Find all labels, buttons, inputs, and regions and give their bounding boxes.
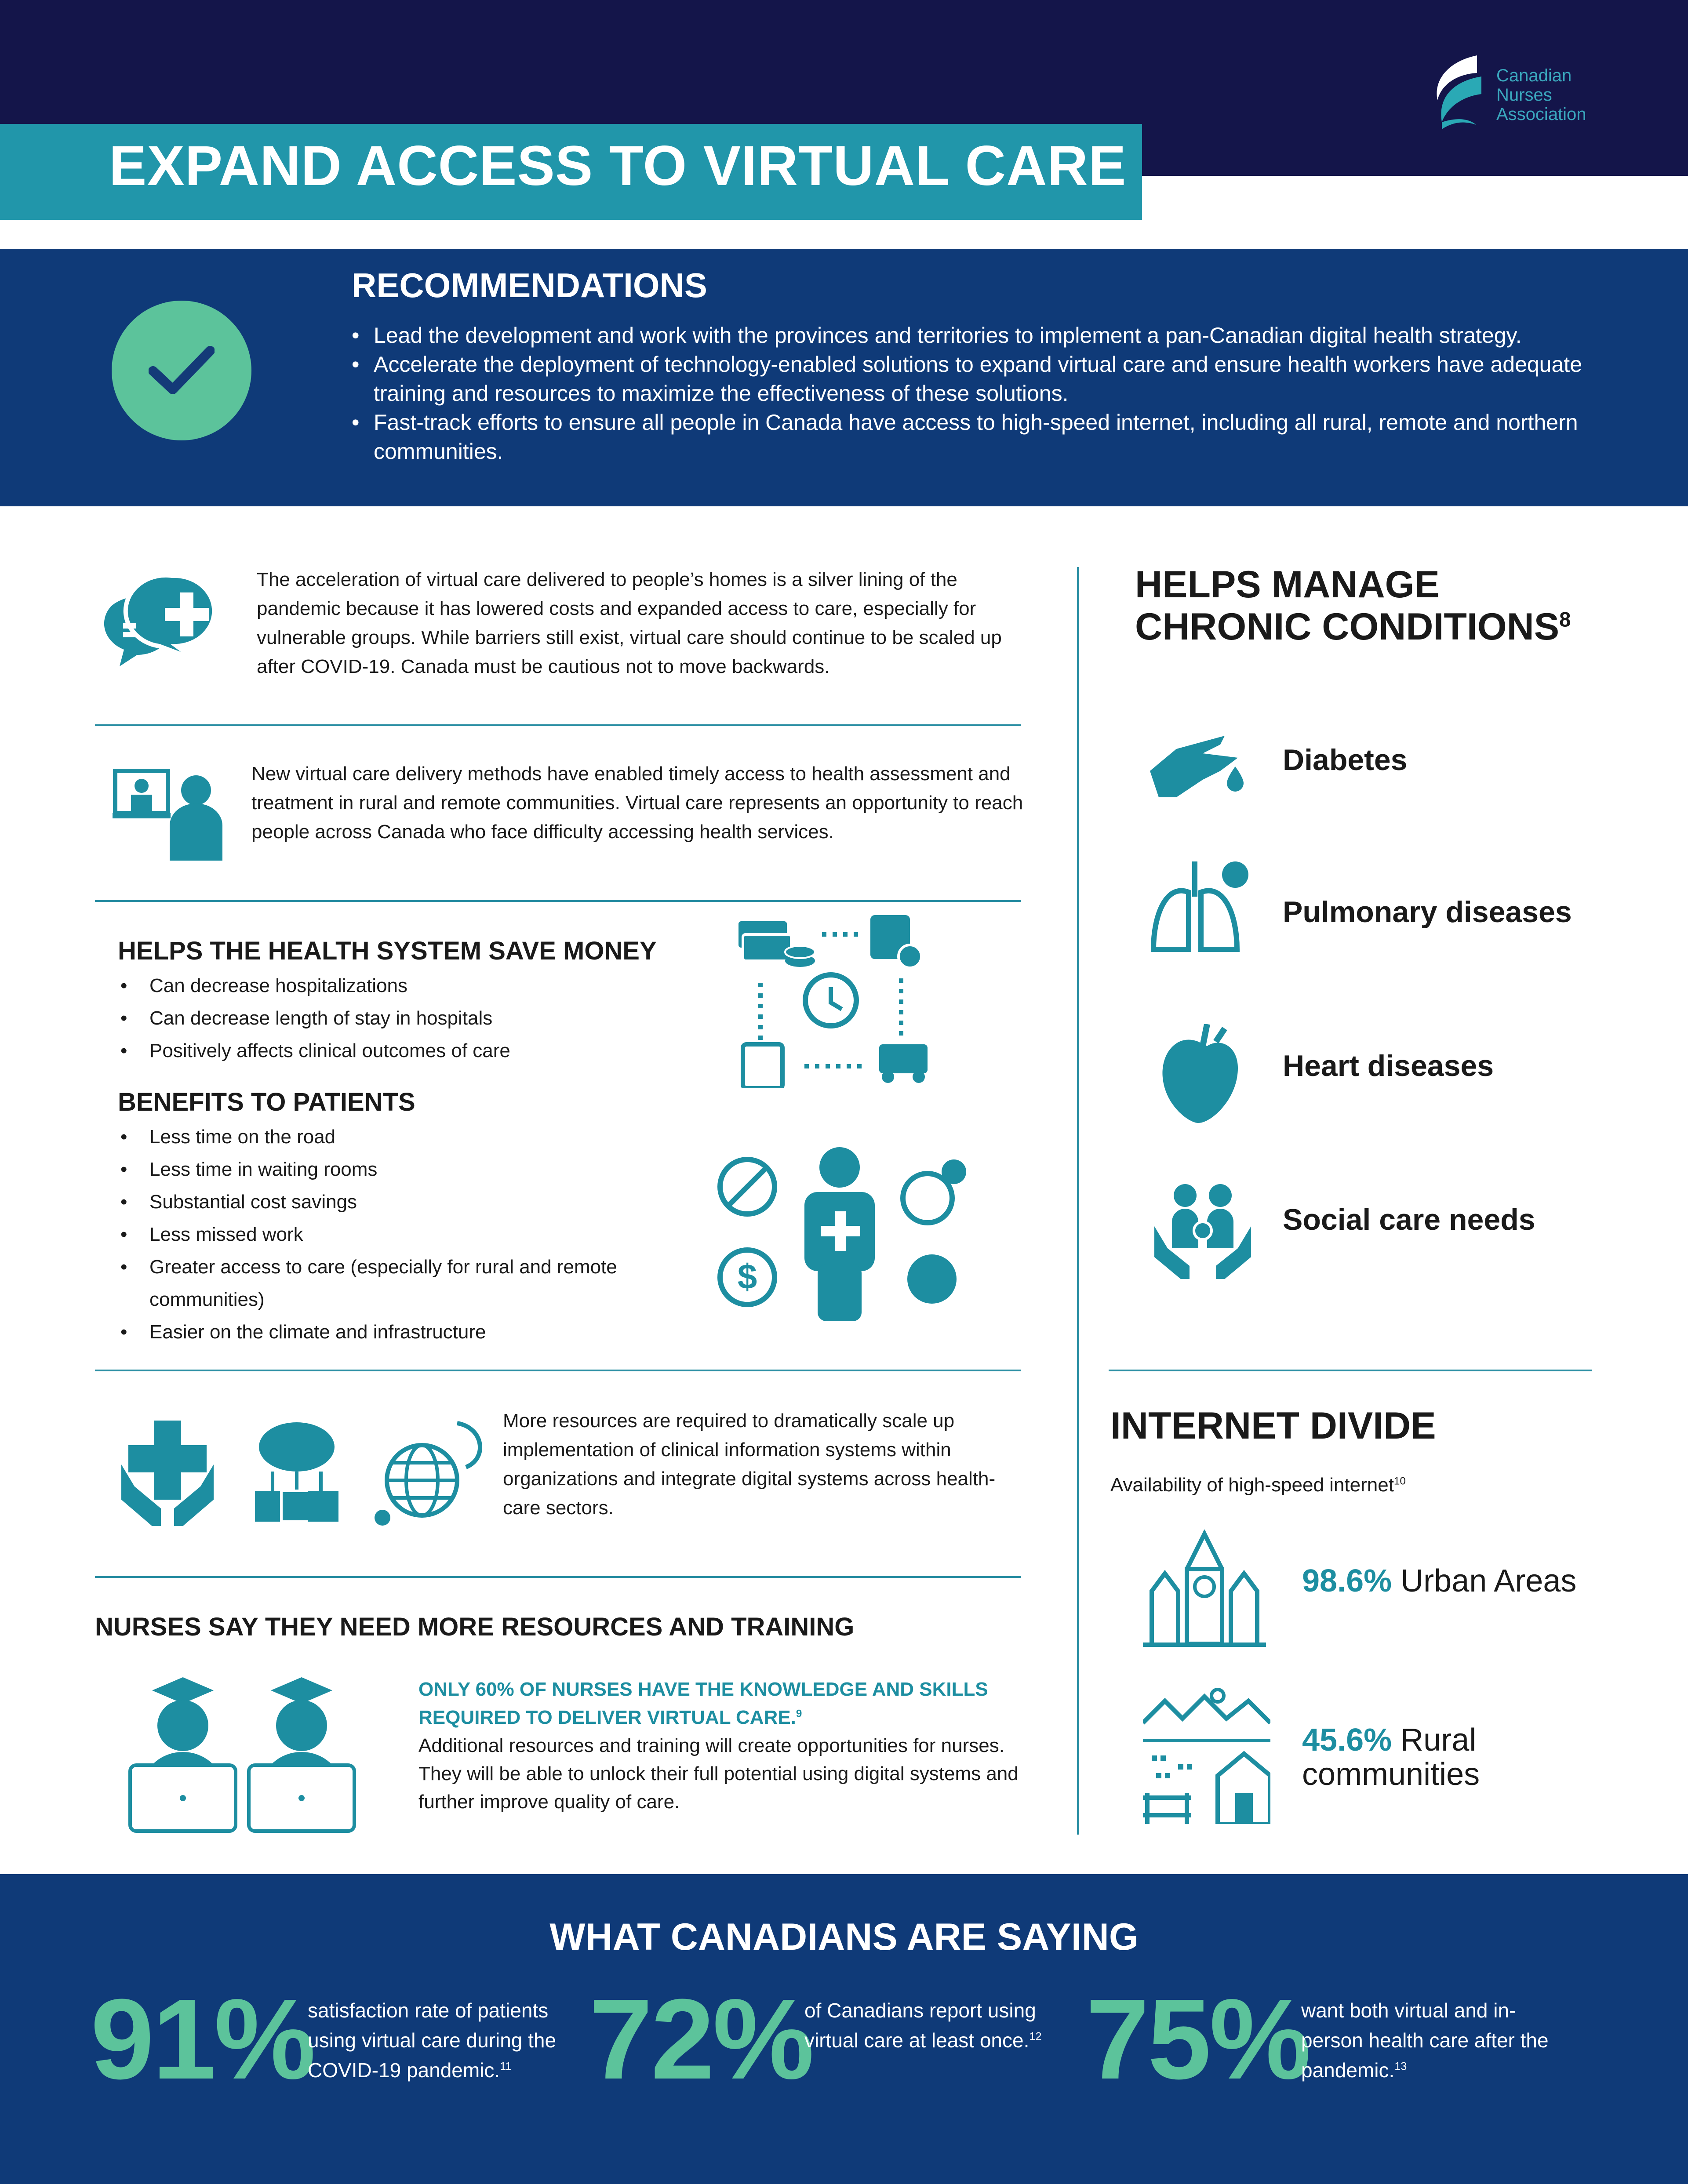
stat-line: person health care after the bbox=[1301, 2029, 1549, 2052]
condition-diabetes: Diabetes bbox=[1283, 743, 1408, 777]
telehealth-icon bbox=[113, 768, 222, 861]
hand-drop-icon bbox=[1150, 723, 1247, 802]
stat-75-text bbox=[1301, 1995, 1582, 2085]
urban-stat bbox=[1302, 1563, 1576, 1599]
list-item: • Less missed work bbox=[118, 1218, 689, 1251]
logo-line-2: Nurses bbox=[1496, 85, 1552, 105]
list-item: • Can decrease hospitalizations bbox=[118, 970, 689, 1002]
stat-91-text bbox=[308, 1995, 589, 2085]
footnote-13: 13 bbox=[1394, 2060, 1407, 2073]
nurses-highlight-text: ONLY 60% OF NURSES HAVE THE KNOWLEDGE AND SKILLS REQUIRED TO DELIVER VIRTUAL CARE. bbox=[418, 1679, 988, 1728]
resources-paragraph: More resources are required to dramatically scale up implementation of clinical information systems within organizations and integrate digital systems across health-care sectors. bbox=[503, 1410, 996, 1519]
stat-line: using virtual care during the bbox=[308, 2029, 557, 2052]
family-hands-icon bbox=[1150, 1182, 1255, 1288]
divider bbox=[95, 724, 1021, 726]
globe-stethoscope-icon bbox=[374, 1419, 488, 1529]
stat-72-percent: 72% bbox=[589, 1976, 813, 2103]
urban-percent: 98.6% bbox=[1302, 1563, 1392, 1599]
column-divider bbox=[1077, 567, 1079, 1835]
footnote-10: 10 bbox=[1393, 1475, 1406, 1487]
rural-farm-icon bbox=[1143, 1688, 1270, 1824]
benefits-list bbox=[118, 1121, 689, 1348]
checkmark-icon bbox=[112, 301, 251, 440]
recommendation-item: • Accelerate the deployment of technology-enabled solutions to expand virtual care and ensure health workers have adequate training and resources to maximize the effectiveness of these solutions. bbox=[352, 350, 1618, 408]
stat-72-text bbox=[804, 1995, 1086, 2055]
divider bbox=[1109, 1370, 1592, 1371]
nurses-paragraph: Additional resources and training will create opportunities for nurses. They will be able to unlock their full potential using digital systems and further improve quality of care. bbox=[418, 1735, 1019, 1813]
stat-line: virtual care at least once. bbox=[804, 2029, 1030, 2052]
rural-label-1: Rural bbox=[1401, 1722, 1477, 1758]
logo-icon bbox=[1424, 52, 1490, 135]
logo-text bbox=[1496, 66, 1586, 124]
logo-line-3: Association bbox=[1496, 105, 1586, 124]
stat-91-percent: 91% bbox=[91, 1976, 314, 2103]
condition-heart: Heart diseases bbox=[1283, 1049, 1494, 1083]
stat-line: COVID-19 pandemic. bbox=[308, 2059, 500, 2082]
rural-stat bbox=[1302, 1723, 1480, 1792]
urban-label: Urban Areas bbox=[1401, 1563, 1577, 1599]
stat-line: of Canadians report using bbox=[804, 1999, 1036, 2022]
lungs-icon bbox=[1149, 857, 1255, 958]
internet-subtitle bbox=[1110, 1471, 1406, 1500]
recommendations-list bbox=[352, 321, 1618, 466]
chat-bubbles-icon bbox=[102, 567, 234, 668]
internet-subtitle-text: Availability of high-speed internet bbox=[1110, 1474, 1394, 1496]
stat-line: satisfaction rate of patients bbox=[308, 1999, 549, 2022]
cloud-network-icon bbox=[246, 1421, 347, 1526]
list-item: • Can decrease length of stay in hospitals bbox=[118, 1002, 689, 1035]
divider bbox=[95, 1370, 1021, 1371]
page-title: EXPAND ACCESS TO VIRTUAL CARE bbox=[109, 134, 1127, 197]
benefits-title: BENEFITS TO PATIENTS bbox=[118, 1088, 415, 1116]
chronic-title-line-2: CHRONIC CONDITIONS bbox=[1135, 606, 1560, 648]
list-item: • Easier on the climate and infrastructure bbox=[118, 1316, 689, 1348]
chronic-title-line-1: HELPS MANAGE bbox=[1135, 563, 1440, 606]
footnote-12: 12 bbox=[1029, 2030, 1042, 2043]
hands-cross-icon bbox=[117, 1421, 218, 1526]
nurses-laptop-icon bbox=[126, 1677, 359, 1835]
save-money-list bbox=[118, 970, 689, 1067]
nurses-title: NURSES SAY THEY NEED MORE RESOURCES AND TRAINING bbox=[95, 1613, 855, 1641]
recommendations-title: RECOMMENDATIONS bbox=[352, 266, 707, 305]
saying-title: WHAT CANADIANS ARE SAYING bbox=[549, 1916, 1139, 1958]
intro-paragraph-2: New virtual care delivery methods have enabled timely access to health assessment and treatment in rural and remote communities. Virtual care represents an opportunity to reach people across Canada who face difficulty accessing health services. bbox=[251, 763, 1023, 843]
patient-benefits-icon bbox=[717, 1145, 971, 1321]
condition-pulmonary: Pulmonary diseases bbox=[1283, 895, 1572, 929]
rural-percent: 45.6% bbox=[1302, 1722, 1392, 1758]
condition-social-care: Social care needs bbox=[1283, 1203, 1535, 1236]
stat-75-percent: 75% bbox=[1086, 1976, 1310, 2103]
recommendation-item: • Fast-track efforts to ensure all people in Canada have access to high-speed internet, including all rural, remote and northern communities. bbox=[352, 408, 1618, 466]
divider bbox=[95, 1576, 1021, 1578]
list-item: • Less time on the road bbox=[118, 1121, 689, 1153]
list-item: • Greater access to care (especially for rural and remote communities) bbox=[118, 1251, 668, 1316]
heart-organ-icon bbox=[1159, 1024, 1242, 1125]
list-item: • Less time in waiting rooms bbox=[118, 1153, 689, 1186]
stat-line: pandemic. bbox=[1301, 2059, 1395, 2082]
intro-paragraph-1: The acceleration of virtual care delivered to people’s homes is a silver lining of the pandemic because it has lowered costs and expanded access to care, especially for vulnerable groups. While barriers still exist, virtual care should continue to be scaled up after COVID-19. Canada must be cautious not to move backwards. bbox=[257, 569, 1002, 677]
footnote-8: 8 bbox=[1559, 608, 1571, 632]
title-band bbox=[0, 124, 1142, 220]
footnote-9: 9 bbox=[796, 1708, 802, 1720]
list-item: • Substantial cost savings bbox=[118, 1186, 689, 1218]
list-item: • Positively affects clinical outcomes of care bbox=[118, 1035, 689, 1067]
stat-line: want both virtual and in- bbox=[1301, 1999, 1516, 2022]
nurses-highlight bbox=[418, 1675, 1021, 1732]
save-money-title: HELPS THE HEALTH SYSTEM SAVE MONEY bbox=[118, 937, 657, 965]
footnote-11: 11 bbox=[500, 2060, 512, 2073]
city-hall-icon bbox=[1143, 1530, 1266, 1648]
rural-label-2: communities bbox=[1302, 1757, 1480, 1792]
logo-line-1: Canadian bbox=[1496, 66, 1572, 85]
chronic-title bbox=[1135, 563, 1571, 648]
internet-title: INTERNET DIVIDE bbox=[1110, 1405, 1436, 1447]
divider bbox=[95, 900, 1021, 902]
recommendation-item: • Lead the development and work with the provinces and territories to implement a pan-Canadian digital health strategy. bbox=[352, 321, 1618, 350]
svg-text:$: $ bbox=[737, 1257, 757, 1296]
money-cycle-icon bbox=[734, 912, 932, 1088]
